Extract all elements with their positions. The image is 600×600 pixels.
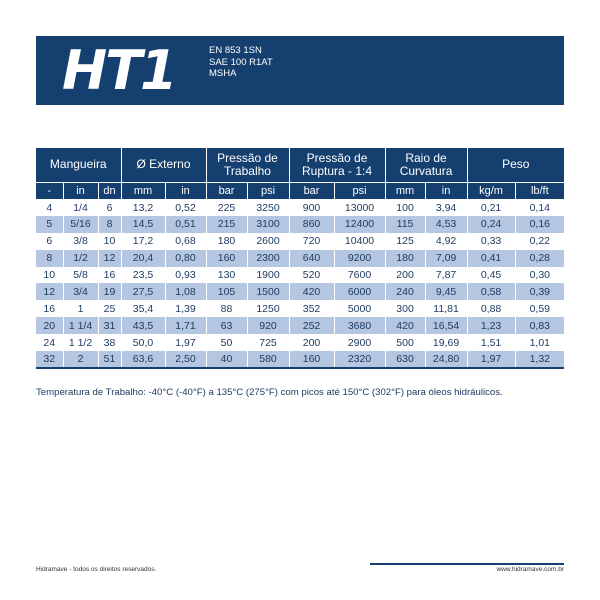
table-cell: 0,80 [165,250,206,267]
table-cell: 725 [247,334,289,351]
table-row [36,351,564,368]
table-cell: 0,45 [467,267,515,284]
table-cell: 9,45 [425,283,467,300]
table-row [36,233,564,250]
table-cell: 0,16 [515,216,564,233]
table-cell: 0,58 [467,283,515,300]
table-cell: 7,87 [425,267,467,284]
table-cell: 7600 [334,267,385,284]
table-cell: 3100 [247,216,289,233]
table-cell: 125 [385,233,425,250]
table-cell: 0,39 [515,283,564,300]
unit-header-cell: bar [289,182,334,199]
group-header-outer-diameter: Ø Externo [121,148,206,182]
table-cell: 3250 [247,199,289,216]
table-cell: 115 [385,216,425,233]
table-cell: 0,14 [515,199,564,216]
table-cell: 1,51 [467,334,515,351]
table-cell: 0,33 [467,233,515,250]
table-cell: 25 [98,300,121,317]
table-cell: 6000 [334,283,385,300]
table-cell: 1,97 [467,351,515,368]
table-cell: 9200 [334,250,385,267]
table-cell: 6 [36,233,63,250]
table-cell: 1,23 [467,317,515,334]
table-cell: 0,88 [467,300,515,317]
table-cell: 5/8 [63,267,98,284]
table-cell: 0,28 [515,250,564,267]
table-cell: 3,94 [425,199,467,216]
table-cell: 3/8 [63,233,98,250]
table-cell: 0,52 [165,199,206,216]
table-cell: 0,30 [515,267,564,284]
table-cell: 88 [206,300,247,317]
table-cell: 35,4 [121,300,165,317]
table-cell: 0,22 [515,233,564,250]
table-row [36,317,564,334]
table-cell: 8 [98,216,121,233]
table-cell: 20 [36,317,63,334]
table-cell: 12400 [334,216,385,233]
table-cell: 1,01 [515,334,564,351]
table-cell: 10400 [334,233,385,250]
table-cell: 500 [385,334,425,351]
table-cell: 1 [63,300,98,317]
table-row [36,199,564,216]
table-cell: 0,59 [515,300,564,317]
table-row [36,250,564,267]
table-cell: 17,2 [121,233,165,250]
spec-table [36,148,564,369]
table-cell: 1 1/4 [63,317,98,334]
table-cell: 6 [98,199,121,216]
table-cell: 10 [36,267,63,284]
group-header-working-pressure: Pressão de Trabalho [206,148,289,182]
unit-header-cell: kg/m [467,182,515,199]
product-logo: HT1 [62,39,176,102]
unit-header-row [36,182,564,199]
table-cell: 630 [385,351,425,368]
table-cell: 900 [289,199,334,216]
table-cell: 0,68 [165,233,206,250]
unit-header-cell: psi [247,182,289,199]
table-cell: 32 [36,351,63,368]
group-header-hose: Mangueira [36,148,121,182]
table-cell: 12 [98,250,121,267]
table-cell: 180 [385,250,425,267]
table-cell: 2600 [247,233,289,250]
table-cell: 51 [98,351,121,368]
table-cell: 4,53 [425,216,467,233]
table-cell: 180 [206,233,247,250]
table-cell: 10 [98,233,121,250]
table-cell: 1,97 [165,334,206,351]
table-cell: 200 [289,334,334,351]
table-cell: 2 [63,351,98,368]
table-cell: 640 [289,250,334,267]
standard-en: EN 853 1SN [209,45,262,56]
table-cell: 100 [385,199,425,216]
table-cell: 1/4 [63,199,98,216]
table-cell: 1,71 [165,317,206,334]
table-cell: 0,21 [467,199,515,216]
table-cell: 4,92 [425,233,467,250]
table-cell: 520 [289,267,334,284]
table-cell: 24 [36,334,63,351]
table-cell: 225 [206,199,247,216]
standard-sae: SAE 100 R1AT [209,56,273,68]
group-header-bend-radius: Raio de Curvatura [385,148,467,182]
table-cell: 160 [289,351,334,368]
table-cell: 252 [289,317,334,334]
table-cell: 12 [36,283,63,300]
table-cell: 23,5 [121,267,165,284]
table-cell: 13,2 [121,199,165,216]
table-cell: 920 [247,317,289,334]
table-cell: 1900 [247,267,289,284]
table-cell: 50 [206,334,247,351]
table-cell: 1500 [247,283,289,300]
table-cell: 0,83 [515,317,564,334]
table-cell: 2,50 [165,351,206,368]
unit-header-cell: lb/ft [515,182,564,199]
table-cell: 420 [289,283,334,300]
unit-header-cell: bar [206,182,247,199]
table-cell: 5/16 [63,216,98,233]
table-cell: 14,5 [121,216,165,233]
table-row [36,334,564,351]
group-header-weight: Peso [467,148,564,182]
table-cell: 200 [385,267,425,284]
table-cell: 16,54 [425,317,467,334]
table-cell: 38 [98,334,121,351]
table-cell: 1250 [247,300,289,317]
table-cell: 40 [206,351,247,368]
unit-header-cell: - [36,182,63,199]
table-cell: 2320 [334,351,385,368]
temperature-note: Temperatura de Trabalho: -40°C (-40°F) a 135°C (275°F) com picos até 150°C (302°F) para óleos hidráulicos. [36,387,503,398]
table-cell: 27,5 [121,283,165,300]
unit-header-cell: in [165,182,206,199]
table-cell: 2900 [334,334,385,351]
table-cell: 16 [98,267,121,284]
spec-table-body [36,199,564,368]
table-cell: 420 [385,317,425,334]
table-cell: 240 [385,283,425,300]
product-banner [36,36,564,105]
table-cell: 130 [206,267,247,284]
table-cell: 11,81 [425,300,467,317]
table-cell: 7,09 [425,250,467,267]
table-cell: 5 [36,216,63,233]
table-cell: 19,69 [425,334,467,351]
table-cell: 580 [247,351,289,368]
table-cell: 0,51 [165,216,206,233]
table-cell: 3680 [334,317,385,334]
footer-divider [370,563,564,565]
table-cell: 20,4 [121,250,165,267]
table-cell: 300 [385,300,425,317]
table-row [36,283,564,300]
table-cell: 720 [289,233,334,250]
unit-header-cell: dn [98,182,121,199]
table-cell: 1/2 [63,250,98,267]
table-cell: 63 [206,317,247,334]
footer-copyright: Hidramave - todos os direitos reservados. [36,566,157,573]
table-cell: 2300 [247,250,289,267]
table-cell: 50,0 [121,334,165,351]
table-cell: 352 [289,300,334,317]
table-cell: 105 [206,283,247,300]
table-cell: 8 [36,250,63,267]
unit-header-cell: in [63,182,98,199]
table-cell: 63,6 [121,351,165,368]
table-cell: 31 [98,317,121,334]
unit-header-cell: mm [121,182,165,199]
table-cell: 0,93 [165,267,206,284]
table-cell: 1 1/2 [63,334,98,351]
table-cell: 5000 [334,300,385,317]
standards-list [209,45,273,80]
table-cell: 860 [289,216,334,233]
table-cell: 43,5 [121,317,165,334]
table-cell: 1,32 [515,351,564,368]
table-cell: 1,39 [165,300,206,317]
table-cell: 19 [98,283,121,300]
table-row [36,216,564,233]
table-cell: 0,41 [467,250,515,267]
table-cell: 13000 [334,199,385,216]
standard-msha: MSHA [209,68,237,79]
table-cell: 215 [206,216,247,233]
table-cell: 0,24 [467,216,515,233]
unit-header-cell: mm [385,182,425,199]
table-cell: 160 [206,250,247,267]
unit-header-cell: in [425,182,467,199]
table-row [36,267,564,284]
table-cell: 3/4 [63,283,98,300]
table-cell: 4 [36,199,63,216]
footer-website: www.hidramave.com.br [496,566,564,573]
table-cell: 24,80 [425,351,467,368]
table-cell: 1,08 [165,283,206,300]
table-cell: 16 [36,300,63,317]
group-header-burst-pressure: Pressão de Ruptura - 1:4 [289,148,385,182]
table-row [36,300,564,317]
unit-header-cell: psi [334,182,385,199]
